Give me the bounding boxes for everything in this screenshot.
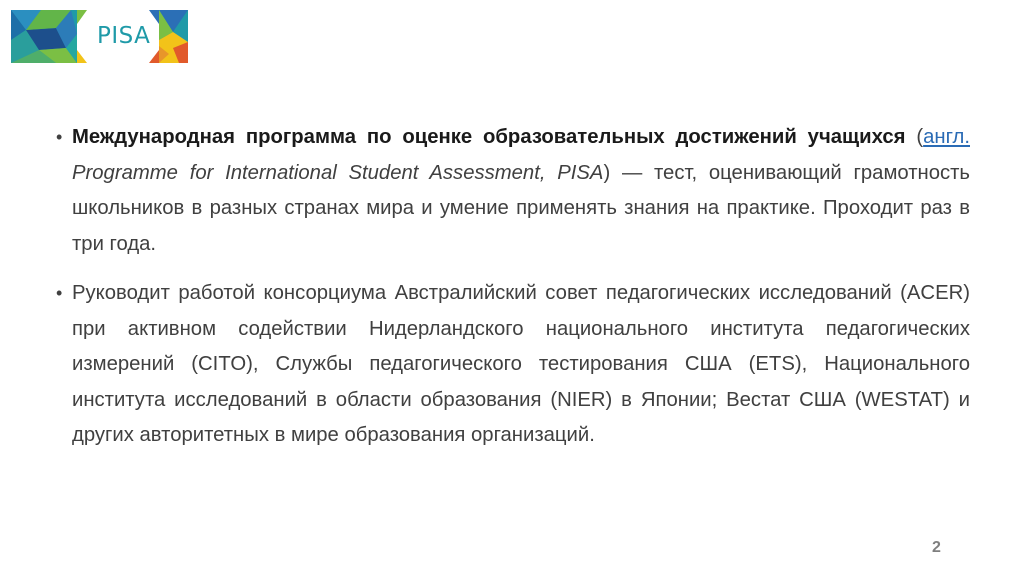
- consortium-text: Руководит работой консорциума Австралийский совет педагогических исследований (ACER) при активном содействии Нидерландского национального института педагогических измерений (CITO), Службы педагогического тестирования США (ETS), Национального института исследований в области образования (NIER) в Японии; Вестат США (WESTAT) и других авторитетных в мире образования организаций.: [72, 282, 970, 446]
- bullet-marker: •: [56, 283, 63, 303]
- bullet-marker: •: [56, 127, 63, 147]
- bullet-item-pisa-definition: [56, 120, 970, 262]
- english-name: Programme for International Student Assessment, PISA: [72, 161, 604, 184]
- bullet-item-consortium: [56, 276, 970, 454]
- pisa-description: ) — тест, оценивающий грамотность школьников в разных странах мира и умение применять знания на практике. Проходит раз в три года.: [72, 161, 970, 255]
- pisa-term: Международная программа по оценке образовательных достижений учащихся: [72, 126, 906, 148]
- logo-text: PISA: [97, 23, 151, 49]
- english-language-link[interactable]: англ.: [923, 126, 970, 148]
- open-paren: (: [905, 126, 924, 148]
- page-number: 2: [932, 539, 941, 556]
- slide-content: [56, 120, 970, 468]
- pisa-logo: [11, 10, 188, 63]
